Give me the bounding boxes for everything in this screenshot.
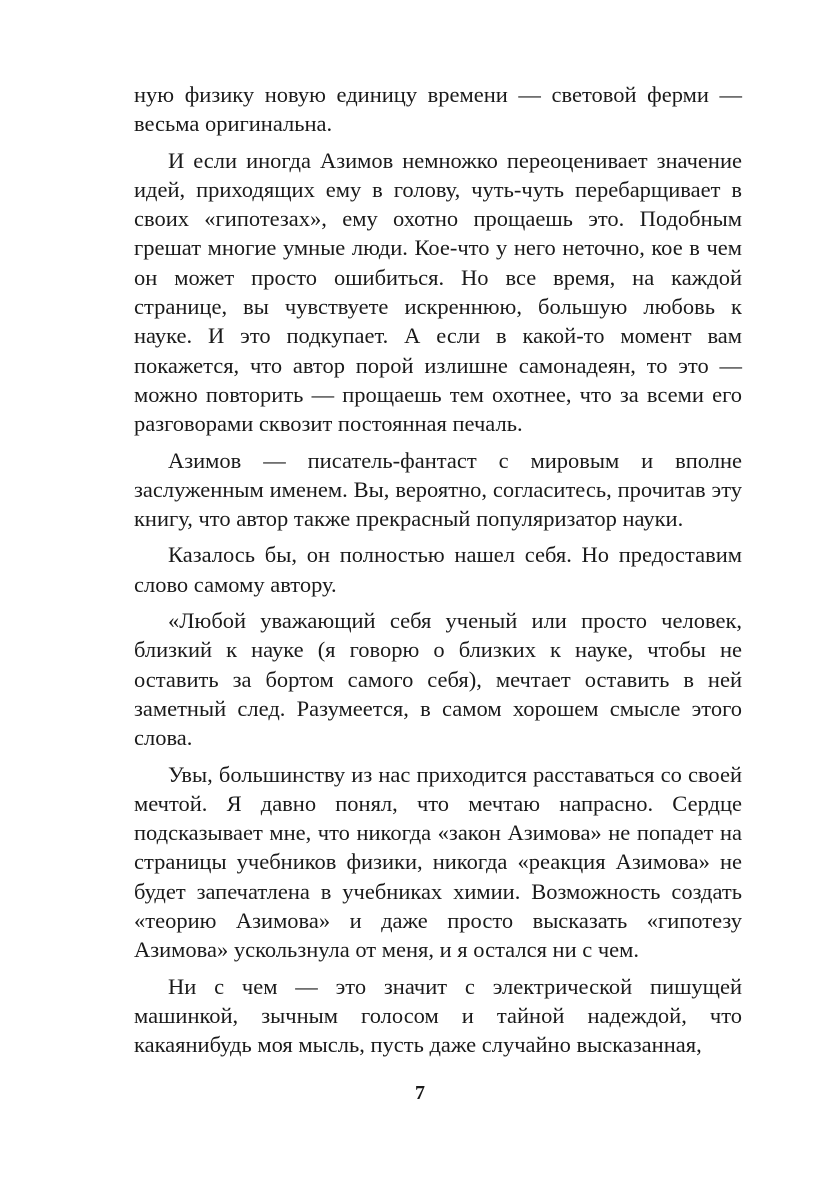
paragraph-2: И если иногда Азимов немножко переоценивает значение идей, приходящих ему в голову, чуть-чуть перебарщивает в своих «гипотезах», ему охотно прощаешь это. Подобным грешат многие умные люди. Кое-что у него неточно, кое в чем он может просто ошибиться. Но все время, на каждой странице, вы чувствуете искреннюю, большую любовь к науке. И это подкупает. А если в какой-то момент вам покажется, что автор порой излишне самонадеян, то это — можно повторить — прощаешь тем охотнее, что за всеми его разговорами сквозит постоянная печаль. <box>134 147 742 437</box>
paragraph-7: Ни с чем — это значит с электрической пишущей машинкой, зычным голосом и тайной надеждой, что какаянибудь моя мысль, пусть даже случайно высказанная, <box>134 973 742 1058</box>
paragraph-4: Казалось бы, он полностью нашел себя. Но предоставим слово самому автору. <box>134 542 742 597</box>
paragraph-1: ную физику новую единицу времени — световой ферми — весьма оригинальна. <box>134 82 742 137</box>
paragraph-3: Азимов — писатель-фантаст с мировым и вполне заслуженным именем. Вы, вероятно, согласитесь, прочитав эту книгу, что автор также прекрасный популяризатор науки. <box>134 447 742 532</box>
paragraph-6: Увы, большинству из нас приходится расставаться со своей мечтой. Я давно понял, что мечтаю напрасно. Сердце подсказывает мне, что никогда «закон Азимова» не попадет на страницы учебников физики, никогда «реакция Азимова» не будет запечатлена в учебниках химии. Возможность создать «теорию Азимова» и даже просто высказать «гипотезу Азимова» ускользнула от меня, и я остался ни с чем. <box>134 761 742 963</box>
page-number: 7 <box>415 1082 425 1104</box>
body-text <box>134 80 742 1067</box>
paragraph-5: «Любой уважающий себя ученый или просто человек, близкий к науке (я говорю о близких к науке, чтобы не оставить за бортом самого себя), мечтает оставить в ней заметный след. Разумеется, в самом хорошем смысле этого слова. <box>134 608 742 751</box>
